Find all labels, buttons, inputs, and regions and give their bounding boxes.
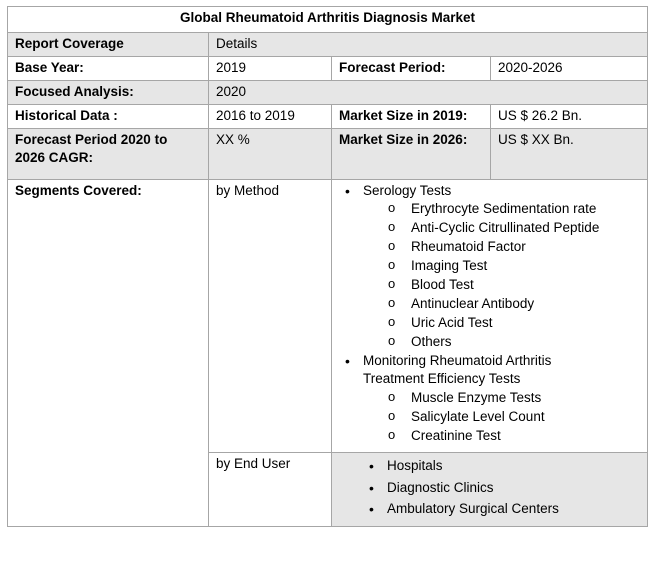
list-item: o Creatinine Test <box>387 427 640 446</box>
header-details: Details <box>209 33 648 57</box>
market-size-2026-label: Market Size in 2026: <box>332 128 491 179</box>
table-title: Global Rheumatoid Arthritis Diagnosis Market <box>8 7 648 33</box>
list-item: • Hospitals <box>363 455 640 477</box>
cagr-label: Forecast Period 2020 to 2026 CAGR: <box>8 128 209 179</box>
cagr-value: XX % <box>209 128 332 179</box>
segment-method-list <box>332 179 648 452</box>
list-item: o Imaging Test <box>387 257 640 276</box>
segment-method-label: by Method <box>209 179 332 452</box>
list-item: o Others <box>387 333 640 352</box>
table-row <box>8 128 648 179</box>
list-item: • Monitoring Rheumatoid Arthritis Treatment Efficiency Tests o Muscle Enzyme Tests o Salicylate Level Count o Creatinine Test <box>339 352 640 446</box>
base-year-label: Base Year: <box>8 56 209 80</box>
list-item: • Serology Tests o Erythrocyte Sedimentation rate o Anti-Cyclic Citrullinated Peptide o Rheumatoid Factor o Imaging Test o Blood Test o Antinuclear Antibody o Uric Acid Test o Others <box>339 182 640 352</box>
list-item: o Erythrocyte Sedimentation rate <box>387 200 640 219</box>
list-item: o Salicylate Level Count <box>387 408 640 427</box>
title-row <box>8 7 648 33</box>
list-item: • Ambulatory Surgical Centers <box>363 498 640 520</box>
table-row <box>8 104 648 128</box>
focused-analysis-value: 2020 <box>209 80 648 104</box>
market-size-2019-label: Market Size in 2019: <box>332 104 491 128</box>
focused-analysis-label: Focused Analysis: <box>8 80 209 104</box>
list-item: o Anti-Cyclic Citrullinated Peptide <box>387 219 640 238</box>
segment-end-user-label: by End User <box>209 453 332 527</box>
forecast-period-value: 2020-2026 <box>491 56 648 80</box>
base-year-value: 2019 <box>209 56 332 80</box>
market-size-2026-value: US $ XX Bn. <box>491 128 648 179</box>
segments-covered-label: Segments Covered: <box>8 179 209 526</box>
historical-data-label: Historical Data : <box>8 104 209 128</box>
table-row <box>8 56 648 80</box>
list-item: o Uric Acid Test <box>387 314 640 333</box>
table-row <box>8 179 648 452</box>
historical-data-value: 2016 to 2019 <box>209 104 332 128</box>
segment-end-user-list <box>332 453 648 527</box>
header-row <box>8 33 648 57</box>
table-row <box>8 80 648 104</box>
list-item: o Muscle Enzyme Tests <box>387 389 640 408</box>
list-item: o Rheumatoid Factor <box>387 238 640 257</box>
list-item: o Blood Test <box>387 276 640 295</box>
forecast-period-label: Forecast Period: <box>332 56 491 80</box>
market-size-2019-value: US $ 26.2 Bn. <box>491 104 648 128</box>
list-item: • Diagnostic Clinics <box>363 477 640 499</box>
list-item: o Antinuclear Antibody <box>387 295 640 314</box>
report-table <box>7 6 648 527</box>
header-report-coverage: Report Coverage <box>8 33 209 57</box>
